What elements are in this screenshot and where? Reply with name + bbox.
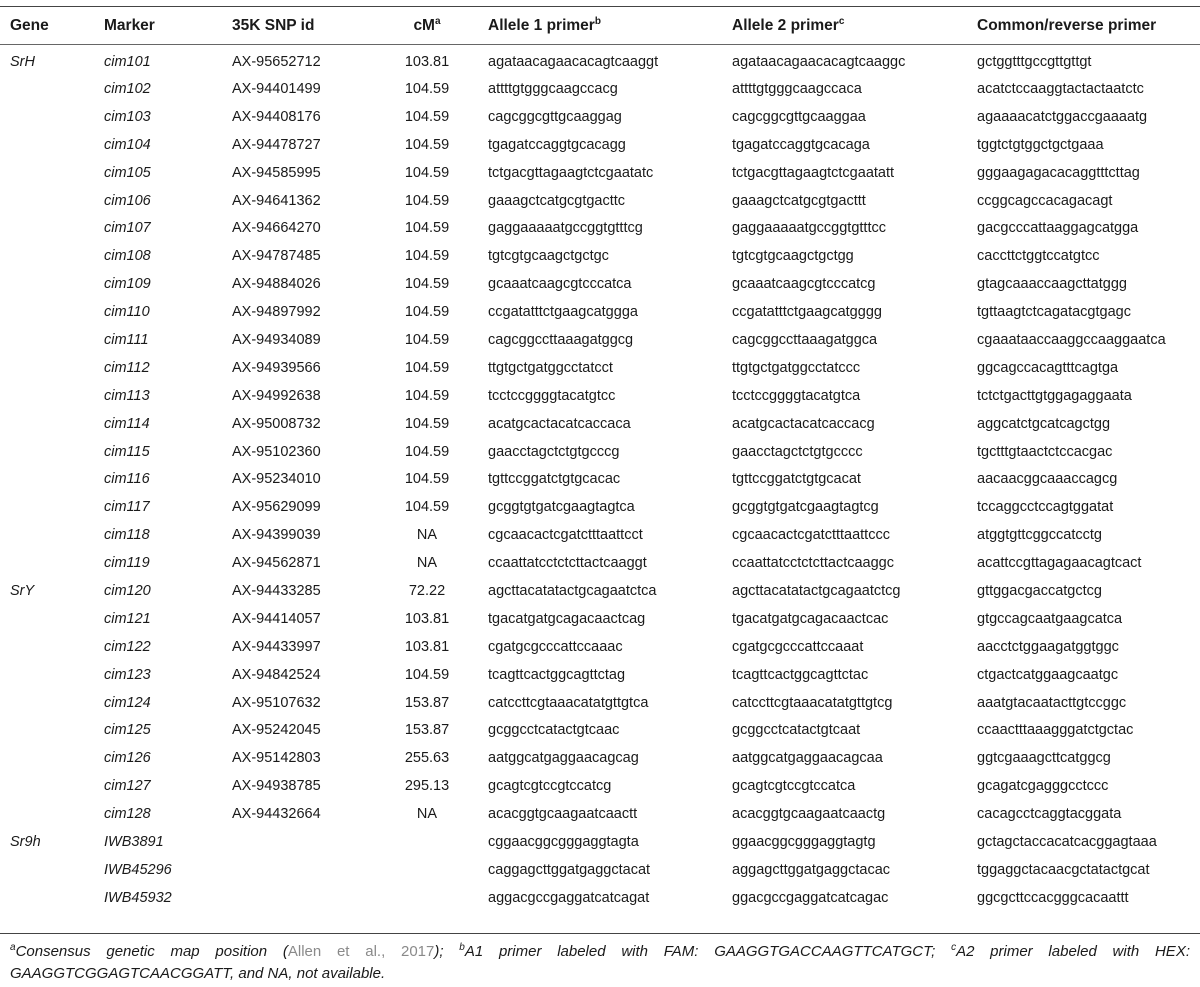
cell-snp-id: AX-95234010 [232,471,321,488]
footnote-a-sup: a [10,942,16,953]
cell-allele1-primer: gaaagctcatgcgtgacttc [488,192,626,209]
cell-allele1-primer: aggacgccgaggatcatcagat [488,889,650,906]
cell-common-primer: gcagatcgagggcctccc [977,778,1109,795]
cell-gene [0,242,104,270]
cell-cm: 104.59 [404,471,450,488]
cell-allele1-primer: aatggcatgaggaacagcag [488,750,639,767]
cell-marker: cim107 [104,220,151,237]
cell-allele2-primer: gcggcctcatactgtcaat [732,722,861,739]
cell-cm: 104.59 [404,359,450,376]
cell-common-primer: gctagctaccacatcacggagtaaa [977,833,1157,850]
cell-snp-id: AX-95107632 [232,694,321,711]
header-allele1 [488,7,732,44]
table-row [0,354,1200,382]
cell-cm: 104.59 [404,80,450,97]
cell-gene [0,270,104,298]
cell-snp-id: AX-94641362 [232,192,321,209]
cell-marker: cim106 [104,192,151,209]
cell-allele1-primer: agcttacatatactgcagaatctca [488,582,657,599]
cell-common-primer: aacctctggaagatggtggc [977,638,1119,655]
cell-marker: cim102 [104,80,151,97]
cell-allele1-primer: gcggtgtgatcgaagtagtca [488,499,635,516]
cell-allele1-primer: tcagttcactggcagttctag [488,666,626,683]
footnote-b-text: A1 primer labeled with FAM: GAAGGTGACCAAGTTCATGCT; [464,943,936,960]
cell-cm: 104.59 [404,108,450,125]
table-body [0,44,1200,912]
cell-cm: 104.59 [404,499,450,516]
cell-cm: 153.87 [404,694,450,711]
table-row [0,772,1200,800]
cell-allele2-primer: tcctccggggtacatgtca [732,387,861,404]
cell-allele2-primer: tgagatccaggtgcacaga [732,136,870,153]
cell-snp-id: AX-94842524 [232,666,321,683]
header-allele1-label: Allele 1 primer [488,16,595,34]
cell-marker: cim105 [104,164,151,181]
cell-cm: 295.13 [404,778,450,795]
cell-marker: cim121 [104,610,151,627]
cell-allele2-primer: ggaacggcgggaggtagtg [732,833,876,850]
cell-gene: Sr9h [10,833,41,850]
cell-cm: 104.59 [404,136,450,153]
footnote-c-text: A2 primer labeled with HEX: GAAGGTCGGAGTCAACGGATT, and NA, not available. [10,943,1190,982]
cell-cm: 103.81 [404,638,450,655]
cell-allele2-primer: cgcaacactcgatctttaattccc [732,527,890,544]
cell-marker: cim119 [104,555,150,572]
table-row [0,716,1200,744]
cell-allele1-primer: ttgtgctgatggcctatcct [488,359,613,376]
cell-common-primer: cgaaataaccaaggccaaggaatca [977,331,1166,348]
cell-allele2-primer: tgtcgtgcaagctgctgg [732,248,854,265]
cell-gene [0,187,104,215]
cell-marker: cim128 [104,806,151,823]
cell-allele1-primer: tgtcgtgcaagctgctgc [488,248,609,265]
cell-allele2-primer: gaacctagctctgtgcccc [732,443,863,460]
cell-marker: cim112 [104,359,150,376]
cell-allele2-primer: gcggtgtgatcgaagtagtcg [732,499,879,516]
header-cm-label: cM [413,16,435,34]
cell-allele1-primer: ccaattatcctctcttactcaaggt [488,555,647,572]
cell-gene [0,131,104,159]
cell-snp-id: AX-94433997 [232,638,321,655]
cell-cm: 103.81 [404,610,450,627]
cell-allele1-primer: tcctccggggtacatgtcc [488,387,616,404]
cell-allele2-primer: attttgtgggcaagccaca [732,80,862,97]
cell-gene [0,549,104,577]
table-footnote [10,941,1190,985]
cell-allele2-primer: aatggcatgaggaacagcaa [732,750,883,767]
cell-snp-id [232,856,366,884]
cell-allele2-primer: ccgatatttctgaagcatgggg [732,304,882,321]
cell-gene [0,856,104,884]
cell-snp-id: AX-94408176 [232,108,321,125]
cell-allele2-primer: cagcggcgttgcaaggaa [732,108,866,125]
table-row [0,744,1200,772]
cell-common-primer: atggtgttcggccatcctg [977,527,1102,544]
cell-allele1-primer: gcagtcgtccgtccatcg [488,778,612,795]
cell-allele2-primer: gaggaaaaatgccggtgtttcc [732,220,886,237]
cell-snp-id: AX-94787485 [232,248,321,265]
cell-allele2-primer: agataacagaacacagtcaaggc [732,53,906,70]
cell-gene [0,410,104,438]
table-row [0,689,1200,717]
header-allele2-sup: c [838,15,845,27]
cell-marker: cim122 [104,638,151,655]
table-row [0,661,1200,689]
cell-cm: 104.59 [404,192,450,209]
cell-gene [0,298,104,326]
cell-gene [0,326,104,354]
footnote-a-end: ); [434,943,444,960]
table-row [0,856,1200,884]
table-row [0,549,1200,577]
cell-gene [0,800,104,828]
cell-gene [0,382,104,410]
cell-gene [0,159,104,187]
cell-common-primer: agaaaacatctggaccgaaaatg [977,108,1148,125]
cell-cm: 104.59 [404,304,450,321]
cell-marker: cim104 [104,136,151,153]
cell-allele1-primer: acatgcactacatcaccaca [488,415,631,432]
cell-gene [0,438,104,466]
header-common: Common/reverse primer [977,16,1157,34]
cell-common-primer: tgttaagtctcagatacgtgagc [977,304,1131,321]
table-row [0,382,1200,410]
cell-cm: NA [416,527,438,544]
cell-cm: NA [416,806,438,823]
cell-snp-id: AX-95008732 [232,415,321,432]
cell-allele2-primer: tgttccggatctgtgcacat [732,471,861,488]
cell-snp-id: AX-94934089 [232,331,321,348]
cell-snp-id: AX-94939566 [232,359,321,376]
cell-allele2-primer: agcttacatatactgcagaatctcg [732,582,901,599]
cell-marker: cim108 [104,248,151,265]
cell-allele2-primer: ttgtgctgatggcctatccc [732,359,861,376]
cell-allele1-primer: gaacctagctctgtgcccg [488,443,620,460]
cell-common-primer: gacgcccattaaggagcatgga [977,220,1139,237]
header-cm [366,7,488,44]
cell-allele1-primer: acacggtgcaagaatcaactt [488,806,638,823]
cell-allele2-primer: tgacatgatgcagacaactcac [732,610,889,627]
cell-cm: 104.59 [404,276,450,293]
cell-common-primer: tctctgacttgtggagaggaata [977,387,1132,404]
cell-cm: 104.59 [404,164,450,181]
cell-snp-id: AX-94478727 [232,136,321,153]
cell-gene [0,521,104,549]
cell-common-primer: acatctccaaggtactactaatctc [977,80,1144,97]
cell-allele1-primer: agataacagaacacagtcaaggt [488,53,659,70]
cell-allele2-primer: acatgcactacatcaccacg [732,415,875,432]
cell-snp-id: AX-94884026 [232,276,321,293]
cell-allele1-primer: cgcaacactcgatctttaattcct [488,527,643,544]
cell-snp-id: AX-94938785 [232,778,321,795]
cell-snp-id: AX-94433285 [232,582,321,599]
cell-gene [0,493,104,521]
cell-marker: cim113 [104,387,150,404]
cell-cm: 255.63 [404,750,450,767]
table-bottom-rule [0,933,1200,934]
footnote-b-sup: b [459,942,465,953]
cell-allele2-primer: gaaagctcatgcgtgacttt [732,192,866,209]
cell-allele1-primer: cggaacggcgggaggtagta [488,833,639,850]
cell-cm: 72.22 [408,582,446,599]
cell-marker: cim127 [104,778,151,795]
header-snp-id: 35K SNP id [232,16,315,34]
cell-common-primer: gggaagagacacaggtttcttag [977,164,1140,181]
cell-cm [366,828,488,856]
cell-marker: cim109 [104,276,151,293]
cell-common-primer: aacaacggcaaaccagcg [977,471,1118,488]
cell-allele2-primer: aggagcttggatgaggctacac [732,861,891,878]
cell-cm: 104.59 [404,666,450,683]
cell-marker: cim114 [104,415,150,432]
cell-allele1-primer: tgacatgatgcagacaactcag [488,610,646,627]
cell-marker: IWB45932 [104,889,172,906]
cell-common-primer: ctgactcatggaagcaatgc [977,666,1119,683]
cell-marker: cim103 [104,108,151,125]
cell-snp-id: AX-95102360 [232,443,321,460]
cell-common-primer: tgctttgtaactctccacgac [977,443,1113,460]
cell-allele1-primer: tctgacgttagaagtctcgaatatc [488,164,654,181]
cell-common-primer: tccaggcctccagtggatat [977,499,1114,516]
cell-gene [0,214,104,242]
cell-snp-id: AX-95242045 [232,722,321,739]
header-row [0,7,1200,44]
cell-snp-id [232,828,366,856]
table-row [0,214,1200,242]
cell-snp-id: AX-95142803 [232,750,321,767]
table-row [0,103,1200,131]
cell-cm: 153.87 [404,722,450,739]
table-row [0,800,1200,828]
header-allele1-sup: b [594,15,601,27]
cell-marker: cim110 [104,304,150,321]
cell-common-primer: aggcatctgcatcagctgg [977,415,1111,432]
cell-gene [0,884,104,912]
table-row [0,187,1200,215]
cell-marker: cim125 [104,722,151,739]
footnote-c-sup: c [951,942,957,953]
cell-gene [0,633,104,661]
footnote-a-text: Consensus genetic map position ( [15,943,288,960]
table-row [0,298,1200,326]
cell-marker: cim124 [104,694,151,711]
cell-gene [0,661,104,689]
cell-common-primer: aaatgtacaatacttgtccggc [977,694,1127,711]
cell-cm: NA [416,555,438,572]
cell-snp-id: AX-94664270 [232,220,321,237]
header-allele2 [732,7,977,44]
cell-cm: 104.59 [404,387,450,404]
table-row [0,326,1200,354]
cell-snp-id: AX-94562871 [232,555,321,572]
primer-table [0,7,1200,912]
cell-allele1-primer: attttgtgggcaagccacg [488,80,618,97]
table-row [0,521,1200,549]
table-row [0,438,1200,466]
cell-gene [0,744,104,772]
cell-common-primer: gctggtttgccgttgttgt [977,53,1092,70]
cell-marker: cim115 [104,443,150,460]
cell-allele2-primer: catccttcgtaaacatatgttgtcg [732,694,893,711]
cell-snp-id: AX-94897992 [232,304,321,321]
cell-marker: IWB3891 [104,833,164,850]
cell-common-primer: ggcgcttccacgggcacaattt [977,889,1129,906]
cell-allele1-primer: tgttccggatctgtgcacac [488,471,621,488]
cell-allele2-primer: gcaaatcaagcgtcccatcg [732,276,876,293]
cell-gene [0,772,104,800]
cell-gene [0,689,104,717]
cell-common-primer: gtagcaaaccaagcttatggg [977,276,1127,293]
table-row [0,465,1200,493]
table-row [0,605,1200,633]
cell-allele2-primer: cgatgcgcccattccaaat [732,638,864,655]
cell-allele1-primer: cagcggcgttgcaaggag [488,108,622,125]
cell-allele2-primer: tctgacgttagaagtctcgaatatt [732,164,895,181]
cell-allele1-primer: tgagatccaggtgcacagg [488,136,626,153]
table-row [0,828,1200,856]
cell-marker: cim126 [104,750,151,767]
cell-marker: cim117 [104,499,150,516]
cell-allele1-primer: gaggaaaaatgccggtgtttcg [488,220,643,237]
cell-cm: 104.59 [404,415,450,432]
cell-gene: SrH [10,53,35,70]
cell-allele1-primer: cgatgcgcccattccaaac [488,638,623,655]
cell-allele1-primer: catccttcgtaaacatatgttgtca [488,694,649,711]
cell-snp-id: AX-94992638 [232,387,321,404]
table-row [0,493,1200,521]
cell-allele2-primer: tcagttcactggcagttctac [732,666,869,683]
cell-allele2-primer: gcagtcgtccgtccatca [732,778,856,795]
cell-gene [0,354,104,382]
cell-common-primer: ccaactttaaagggatctgctac [977,722,1134,739]
header-marker: Marker [104,16,155,34]
table-row [0,270,1200,298]
table-row [0,242,1200,270]
table-row [0,159,1200,187]
cell-common-primer: cacagcctcaggtacggata [977,806,1122,823]
cell-gene [0,75,104,103]
cell-snp-id: AX-94401499 [232,80,321,97]
cell-snp-id: AX-94432664 [232,806,321,823]
cell-marker: cim120 [104,582,151,599]
cell-marker: cim116 [104,471,150,488]
cell-allele1-primer: gcggcctcatactgtcaac [488,722,620,739]
cell-marker: IWB45296 [104,861,172,878]
table-row [0,75,1200,103]
cell-cm [366,884,488,912]
cell-marker: cim111 [104,331,149,348]
cell-snp-id [232,884,366,912]
cell-allele2-primer: ccaattatcctctcttactcaaggc [732,555,894,572]
header-allele2-label: Allele 2 primer [732,16,839,34]
cell-allele1-primer: gcaaatcaagcgtcccatca [488,276,632,293]
cell-gene [0,103,104,131]
cell-snp-id: AX-94585995 [232,164,321,181]
table-row [0,131,1200,159]
cell-allele2-primer: cagcggccttaaagatggca [732,331,878,348]
cell-allele1-primer: ccgatatttctgaagcatggga [488,304,638,321]
cell-common-primer: ggcagccacagtttcagtga [977,359,1119,376]
cell-common-primer: gtgccagcaatgaagcatca [977,610,1123,627]
cell-cm: 104.59 [404,443,450,460]
cell-snp-id: AX-94414057 [232,610,321,627]
table-row [0,410,1200,438]
cell-common-primer: ccggcagccacagacagt [977,192,1113,209]
header-gene: Gene [10,16,49,34]
header-cm-sup: a [434,15,441,27]
cell-gene [0,465,104,493]
cell-common-primer: acattccgttagagaacagtcact [977,555,1142,572]
cell-cm [366,856,488,884]
cell-cm: 103.81 [404,53,450,70]
table-row [0,577,1200,605]
cell-gene [0,605,104,633]
cell-allele2-primer: ggacgccgaggatcatcagac [732,889,889,906]
table-row [0,884,1200,912]
cell-snp-id: AX-95629099 [232,499,321,516]
cell-gene: SrY [10,582,35,599]
cell-allele1-primer: cagcggccttaaagatggcg [488,331,634,348]
cell-snp-id: AX-94399039 [232,527,321,544]
cell-gene [0,716,104,744]
footnote-citation-link[interactable]: Allen et al., 2017 [287,943,435,960]
cell-common-primer: gttggacgaccatgctcg [977,582,1102,599]
cell-marker: cim123 [104,666,151,683]
cell-allele1-primer: caggagcttggatgaggctacat [488,861,651,878]
cell-snp-id: AX-95652712 [232,53,321,70]
table-row [0,44,1200,75]
cell-cm: 104.59 [404,248,450,265]
cell-common-primer: ggtcgaaagcttcatggcg [977,750,1111,767]
cell-common-primer: tggtctgtggctgctgaaa [977,136,1104,153]
cell-common-primer: tggaggctacaacgctatactgcat [977,861,1150,878]
table-row [0,633,1200,661]
cell-allele2-primer: acacggtgcaagaatcaactg [732,806,886,823]
cell-cm: 104.59 [404,331,450,348]
cell-common-primer: caccttctggtccatgtcc [977,248,1100,265]
cell-cm: 104.59 [404,220,450,237]
cell-marker: cim101 [104,53,151,70]
cell-marker: cim118 [104,527,150,544]
